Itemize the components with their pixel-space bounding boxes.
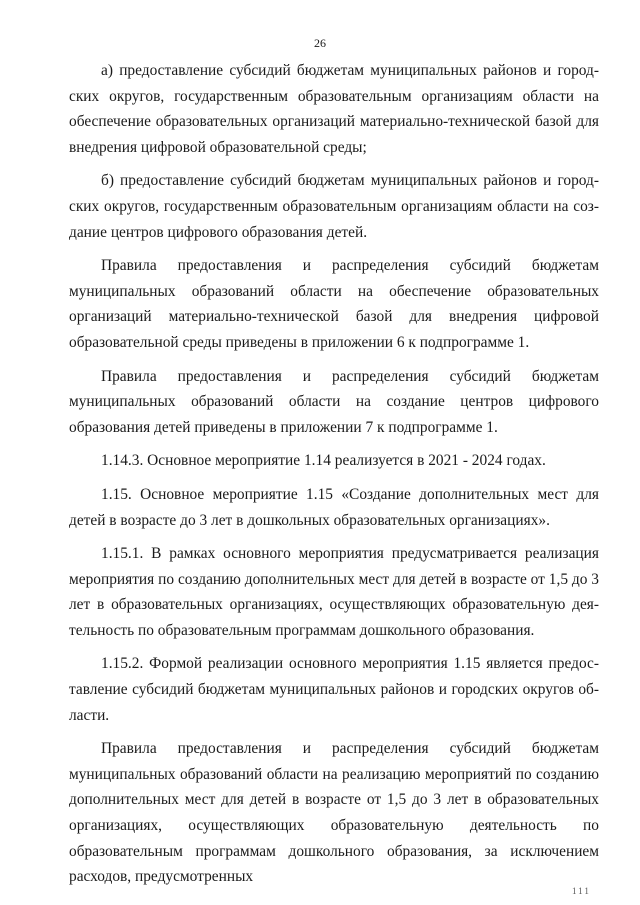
- paragraph-1-15-1: 1.15.1. В рамках основного мероприятия предусматривается реализация мероприятия по созданию дополнительных мест для детей в возрасте от 1,5 до 3 лет в образовательных организациях, осуществляющих образовательную деятельность по образовательным программам дошкольного образования.: [69, 545, 599, 639]
- paragraph-rules-additional-places: Правила предоставления и распределения субсидий бюджетам муниципальных образований области на реализацию мероприятий по созданию дополнительных мест для детей в возрасте от 1,5 до 3 лет в образовательных организациях, осуществляющих образовательную деятельность по образовательным программам дошкольного образования, за исключением расходов, предусмотренных: [69, 740, 599, 886]
- document-body: [69, 58, 599, 898]
- paragraph-rules-appendix-7: Правила предоставления и распределения субсидий бюджетам муниципальных образований области на создание центров цифрового образования детей приведены в приложении 7 к подпрограмме 1.: [69, 367, 599, 436]
- paragraph-subitem-a: а) предоставление субсидий бюджетам муниципальных районов и городских округов, государственным образовательным организациям области на обеспечение образовательных организаций материально-технической базой для внедрения цифровой образовательной среды;: [69, 62, 599, 156]
- paragraph-1-14-3: 1.14.3. Основное мероприятие 1.14 реализуется в 2021 - 2024 годах.: [101, 452, 546, 470]
- page-number: 26: [314, 36, 326, 50]
- paragraph-1-15: 1.15. Основное мероприятие 1.15 «Создание дополнительных мест для детей в возрасте до 3 лет в дошкольных образовательных организациях».: [69, 485, 599, 529]
- paragraph-rules-appendix-6: Правила предоставления и распределения субсидий бюджетам муниципальных образований области на обеспечение образовательных организаций материально-технической базой для внедрения цифровой образовательной среды приведены в приложении 6 к подпрограмме 1.: [69, 257, 599, 351]
- corner-mark: 111: [572, 886, 591, 896]
- paragraph-1-15-2: 1.15.2. Формой реализации основного мероприятия 1.15 является предоставление субсидий бюджетам муниципальных районов и городских округов области.: [69, 655, 599, 724]
- paragraph-subitem-b: б) предоставление субсидий бюджетам муниципальных районов и городских округов, государственным образовательным организациям области на создание центров цифрового образования детей.: [69, 172, 599, 241]
